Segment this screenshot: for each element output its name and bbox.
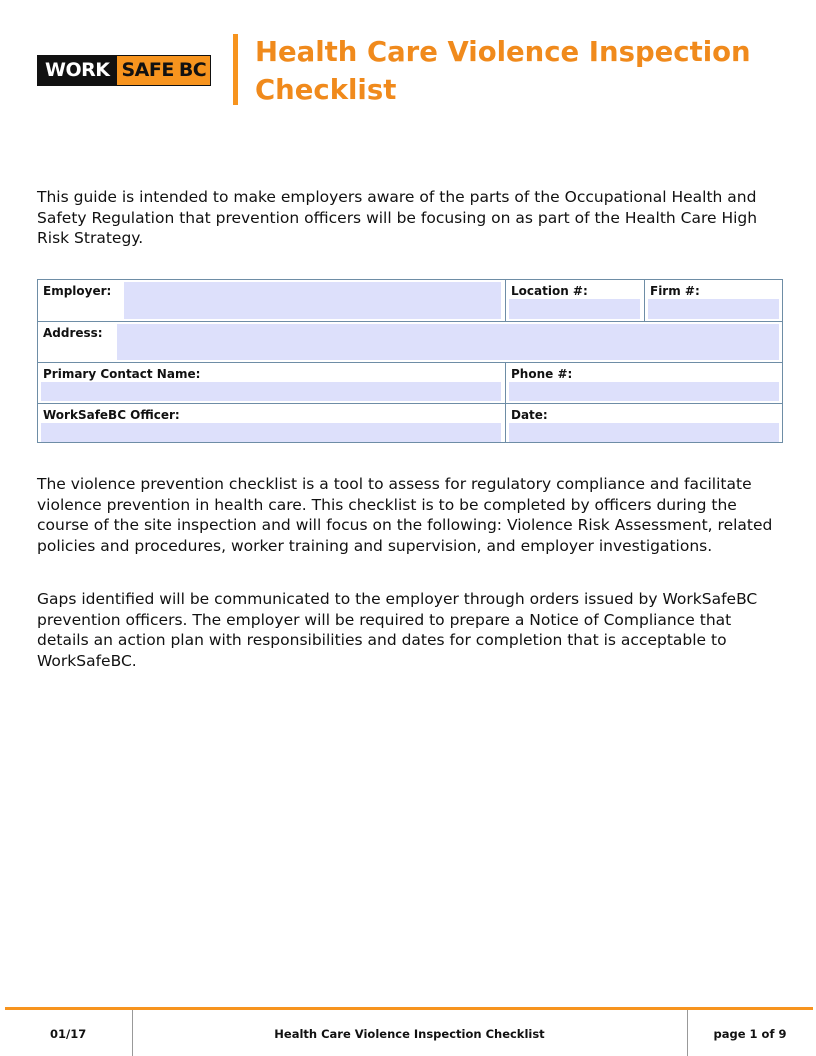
address-cell (38, 322, 782, 363)
logo-bc-text: BC (178, 59, 207, 81)
logo-safe-text: SAFE (121, 59, 174, 81)
phone-cell (505, 363, 782, 404)
form-row-contact (38, 362, 782, 404)
title-accent-bar (233, 34, 238, 105)
location-field[interactable] (509, 299, 640, 319)
form-row-employer (38, 280, 782, 321)
logo-work-text: WORK (45, 59, 110, 81)
checklist-description-paragraph: The violence prevention checklist is a tool to assess for regulatory compliance and facilitate violence prevention in health care. This checklist is to be completed by officers during the course of the site inspection and will focus on the following: Violence Risk Assessment, related policies and procedures, worker training and supervision, and employer investigations. (37, 475, 773, 555)
worksafebc-logo (37, 55, 211, 86)
location-cell (505, 280, 644, 321)
firm-cell (644, 280, 782, 321)
form-row-officer (38, 403, 782, 443)
contact-field[interactable] (41, 382, 501, 401)
officer-cell (38, 404, 505, 443)
date-label: Date: (511, 408, 548, 422)
logo-safebc-block (117, 56, 210, 85)
footer-title: Health Care Violence Inspection Checklist (274, 1027, 545, 1041)
officer-label: WorkSafeBC Officer: (43, 408, 180, 422)
location-label: Location #: (511, 284, 588, 298)
footer-page-number: page 1 of 9 (713, 1027, 787, 1041)
employer-label: Employer: (43, 284, 112, 298)
address-field[interactable] (117, 324, 779, 360)
employer-cell (38, 280, 505, 321)
footer-form-code: 01/17 (50, 1027, 87, 1041)
phone-label: Phone #: (511, 367, 573, 381)
contact-label: Primary Contact Name: (43, 367, 201, 381)
firm-label: Firm #: (650, 284, 700, 298)
firm-field[interactable] (648, 299, 779, 319)
page-title: Health Care Violence Inspection Checklist (255, 36, 751, 106)
contact-cell (38, 363, 505, 404)
date-field[interactable] (509, 423, 779, 442)
date-cell (505, 404, 782, 443)
intro-paragraph: This guide is intended to make employers aware of the parts of the Occupational Health and Safety Regulation that prevention officers will be focusing on as part of the Health Care High Risk Strategy. (37, 188, 758, 247)
inspection-info-form (37, 279, 783, 443)
employer-field[interactable] (124, 282, 501, 319)
officer-field[interactable] (41, 423, 501, 442)
gaps-paragraph: Gaps identified will be communicated to the employer through orders issued by WorkSafeBC prevention officers. The employer will be required to prepare a Notice of Compliance that details an action plan with responsibilities and dates for completion that is acceptable to WorkSafeBC. (37, 590, 758, 670)
address-label: Address: (43, 326, 103, 340)
footer-accent-line (5, 1007, 813, 1010)
phone-field[interactable] (509, 382, 779, 401)
form-row-address (38, 321, 782, 363)
